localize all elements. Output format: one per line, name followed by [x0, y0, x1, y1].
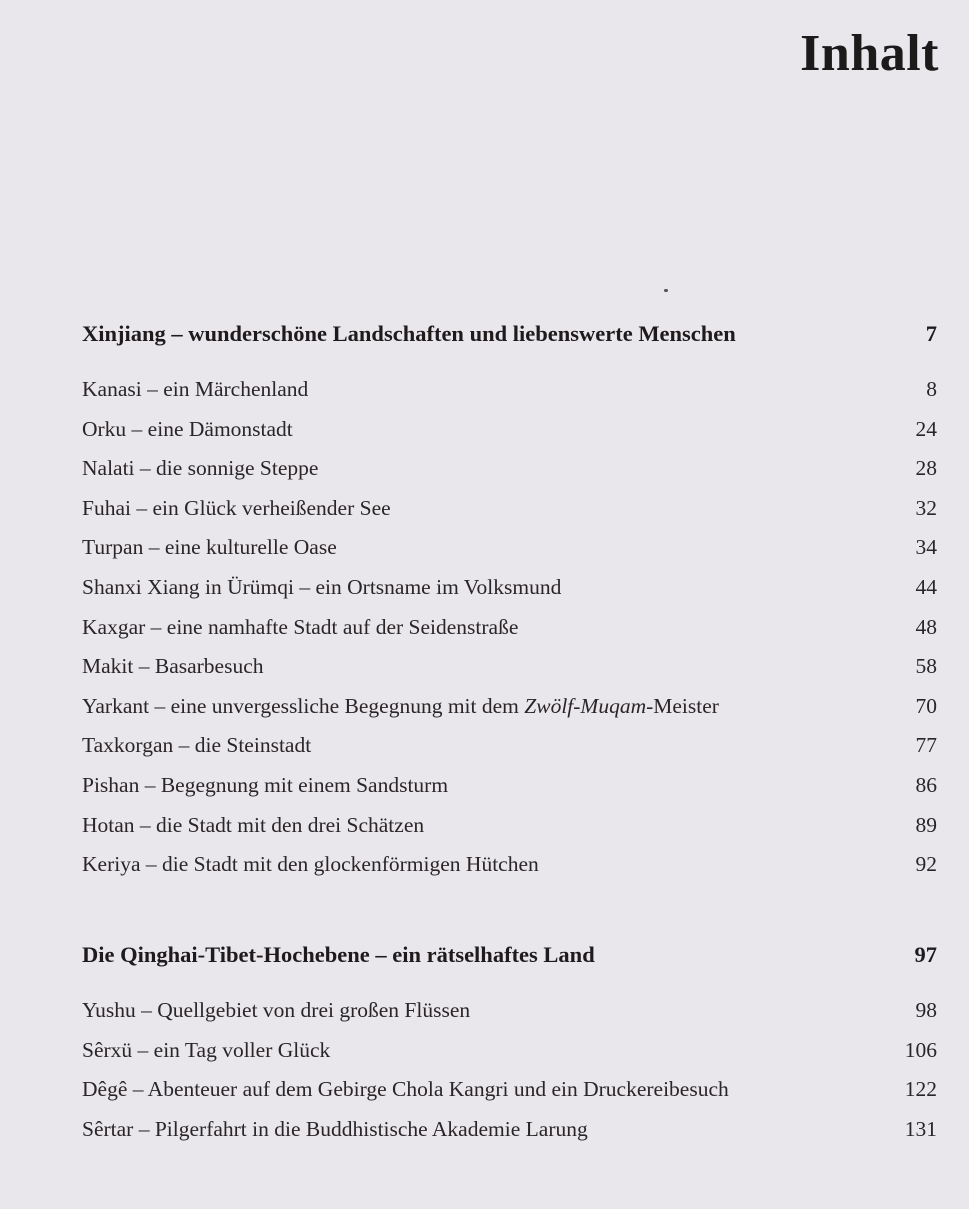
toc-section: [82, 935, 937, 1149]
entry-title: [82, 726, 311, 766]
toc-entry[interactable]: [82, 608, 937, 648]
entry-page-number: 92: [915, 852, 937, 877]
page-title: Inhalt: [800, 25, 939, 82]
entry-page-number: 48: [915, 614, 937, 639]
entry-title-text: Shanxi Xiang in Ürümqi – ein Ortsname im Volksmund: [82, 574, 562, 599]
entry-title-text: Yarkant – eine unvergessliche Begegnung mit dem: [82, 693, 525, 718]
entry-title-text: Sêrxü – ein Tag voller Glück: [82, 1037, 331, 1062]
entry-title-text: Makit – Basarbesuch: [82, 654, 264, 679]
entry-title-text: Taxkorgan – die Steinstadt: [82, 733, 312, 758]
toc-entry[interactable]: [82, 687, 937, 727]
toc-entry[interactable]: [82, 568, 937, 608]
entry-page-number: 8: [926, 377, 937, 401]
section-page-number: 7: [925, 321, 937, 346]
print-speck: [664, 289, 668, 292]
toc-entry[interactable]: [82, 1070, 937, 1110]
toc-entry[interactable]: [82, 1110, 937, 1150]
entry-title: [82, 410, 293, 450]
entry-page-number: 32: [915, 495, 937, 520]
entry-title-text: Nalati – die sonnige Steppe: [82, 456, 319, 481]
entry-title: [82, 1110, 588, 1150]
section-heading[interactable]: [82, 314, 937, 370]
toc-entry[interactable]: [82, 766, 937, 806]
entry-title: [82, 568, 561, 608]
entry-title-text: Kaxgar – eine namhafte Stadt auf der Seidenstraße: [82, 614, 519, 639]
entry-page-number: 28: [915, 456, 937, 481]
entry-page-number: 58: [915, 654, 937, 679]
entry-title-text: Dêgê – Abenteuer auf dem Gebirge Chola Kangri und ein Druckereibesuch: [82, 1077, 729, 1102]
entry-title-text: Pishan – Begegnung mit einem Sandsturm: [82, 772, 449, 797]
entry-page-number: 131: [904, 1116, 937, 1141]
entry-page-number: 86: [915, 772, 937, 797]
section-title: Xinjiang – wunderschöne Landschaften und liebenswerte Menschen: [82, 321, 736, 346]
entry-title-text: Orku – eine Dämonstadt: [82, 416, 293, 441]
section-heading[interactable]: [82, 935, 937, 991]
entry-title: [82, 806, 424, 846]
section-page-number: 97: [914, 942, 937, 967]
entry-page-number: 89: [915, 812, 937, 837]
entry-title-text: Fuhai – ein Glück verheißender See: [82, 495, 391, 520]
entry-title: [82, 1070, 729, 1110]
entry-page-number: 122: [904, 1077, 937, 1102]
entry-title-text: -Meister: [646, 693, 719, 718]
entry-title: [82, 687, 719, 727]
toc-section: [82, 314, 937, 885]
entry-title: [82, 370, 308, 410]
entry-title: [82, 647, 264, 687]
entry-title-text: Yushu – Quellgebiet von drei großen Flüssen: [82, 998, 471, 1022]
entry-page-number: 70: [915, 693, 937, 718]
entry-title: [82, 991, 470, 1031]
entry-page-number: 34: [915, 535, 937, 560]
entry-title: [82, 528, 337, 568]
toc-entry[interactable]: [82, 991, 937, 1031]
entry-list: [82, 370, 937, 885]
entry-title-text: Keriya – die Stadt mit den glockenförmigen Hütchen: [82, 852, 539, 877]
toc-entry[interactable]: [82, 647, 937, 687]
entry-title: [82, 1031, 330, 1071]
entry-title: [82, 608, 518, 648]
toc-entry[interactable]: [82, 1031, 937, 1071]
entry-title-text: Turpan – eine kulturelle Oase: [82, 535, 337, 560]
entry-page-number: 44: [915, 574, 937, 599]
entry-title: [82, 766, 448, 806]
toc-entry[interactable]: [82, 726, 937, 766]
entry-page-number: 77: [915, 733, 937, 758]
section-title: Die Qinghai-Tibet-Hochebene – ein rätselhaftes Land: [82, 942, 595, 967]
entry-page-number: 98: [915, 998, 937, 1022]
entry-page-number: 24: [915, 416, 937, 441]
toc-entry[interactable]: [82, 806, 937, 846]
toc-entry[interactable]: [82, 449, 937, 489]
entry-title-italic: Zwölf-Muqam: [524, 693, 647, 718]
toc-entry[interactable]: [82, 410, 937, 450]
entry-title: [82, 489, 391, 529]
entry-title-text: Hotan – die Stadt mit den drei Schätzen: [82, 812, 425, 837]
entry-page-number: 106: [904, 1037, 937, 1062]
entry-title-text: Sêrtar – Pilgerfahrt in die Buddhistische Akademie Larung: [82, 1116, 588, 1141]
toc-entry[interactable]: [82, 370, 937, 410]
toc-entry[interactable]: [82, 845, 937, 885]
toc-entry[interactable]: [82, 489, 937, 529]
entry-title-text: Kanasi – ein Märchenland: [82, 377, 309, 401]
entry-title: [82, 845, 539, 885]
entry-title: [82, 449, 318, 489]
entry-list: [82, 991, 937, 1149]
toc-entry[interactable]: [82, 528, 937, 568]
